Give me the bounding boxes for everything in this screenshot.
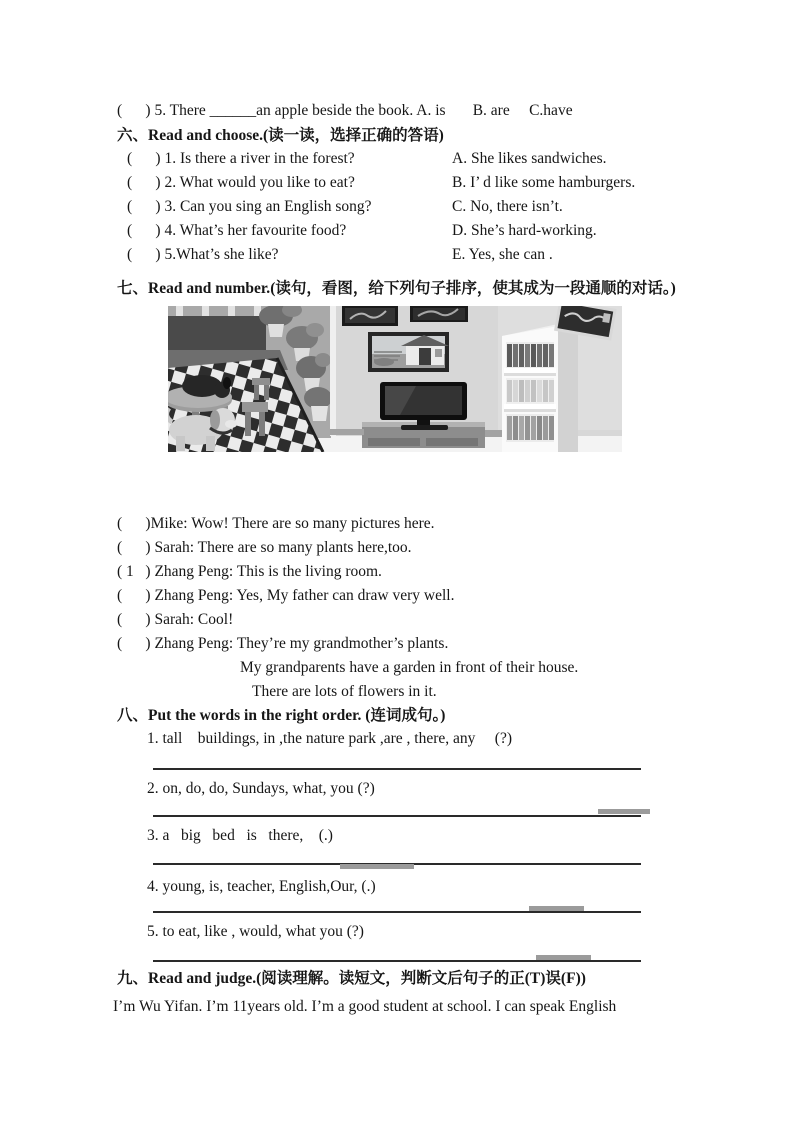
shelf-shadow <box>504 409 556 412</box>
books-bottom <box>506 414 554 442</box>
reorder-item-4: 4. young, is, teacher, English,Our, (.) <box>147 878 376 895</box>
section-seven-title-en: Read and number. <box>148 280 271 297</box>
living-room-scene <box>168 306 622 452</box>
section-seven-title <box>117 274 685 303</box>
reorder-item-2: 2. on, do, do, Sundays, what, you (?) <box>147 780 375 797</box>
section-eight-title-cn: (连词成句。) <box>365 707 446 724</box>
room-corner-strip <box>330 306 336 436</box>
dialogue-line-zhangpeng-plants: ( ) Zhang Peng: They’re my grandmother’s plants. <box>117 635 449 652</box>
dialogue-line-zhangpeng-living-room: ( 1 ) Zhang Peng: This is the living room. <box>117 563 382 580</box>
match-item-5 <box>0 245 793 267</box>
match-question: ( ) 3. Can you sing an English song? <box>127 198 372 215</box>
match-question: ( ) 5.What’s she like? <box>127 246 279 263</box>
section-six-title-en: Read and choose. <box>148 127 263 144</box>
pencil-mark <box>340 864 414 869</box>
books-top <box>506 342 554 368</box>
match-question: ( ) 4. What’s her favourite food? <box>127 222 347 239</box>
section-eight-number: 八、 <box>117 707 149 724</box>
section-eight-title <box>117 706 445 726</box>
section-eight-title-en: Put the words in the right order. <box>148 707 366 724</box>
dialogue-line-mike: ( )Mike: Wow! There are so many pictures here. <box>117 515 435 532</box>
books-middle <box>506 378 554 404</box>
match-answer: D. She’s hard-working. <box>452 222 597 239</box>
left-room <box>168 306 332 452</box>
reading-passage-line: I’m Wu Yifan. I’m 11years old. I’m a good student at school. I can speak English <box>113 998 617 1015</box>
match-answer: E. Yes, she can . <box>452 246 553 263</box>
section-six-title-cn: (读一读，选择正确的答语) <box>263 127 444 144</box>
shelf-shadow <box>504 373 556 376</box>
section-nine-title-cn: (阅读理解。读短文，判断文后句子的正(T)误(F)) <box>256 970 586 987</box>
pencil-mark <box>598 809 650 814</box>
dialogue-line-zhangpeng-father: ( ) Zhang Peng: Yes, My father can draw very well. <box>117 587 455 604</box>
section-six-number: 六、 <box>117 127 149 144</box>
section-seven-number: 七、 <box>117 280 149 297</box>
dialogue-line-sarah-plants: ( ) Sarah: There are so many plants here,too. <box>117 539 412 556</box>
dialogue-continuation-2: There are lots of flowers in it. <box>252 683 437 700</box>
match-item-4 <box>0 221 793 243</box>
match-question: ( ) 1. Is there a river in the forest? <box>127 150 355 167</box>
section-nine-title-en: Read and judge. <box>148 970 257 987</box>
house-painting <box>368 332 449 372</box>
bookshelf <box>502 324 578 452</box>
match-answer: B. I’ d like some hamburgers. <box>452 174 636 191</box>
shelf-board <box>504 368 556 373</box>
answer-line-4 <box>153 911 641 913</box>
match-item-1 <box>0 149 793 171</box>
living-room-illustration <box>168 306 622 452</box>
match-item-3 <box>0 197 793 219</box>
answer-line-2 <box>153 815 641 817</box>
reorder-item-1: 1. tall buildings, in ,the nature park ,are , there, any (?) <box>147 730 512 747</box>
match-question: ( ) 2. What would you like to eat? <box>127 174 355 191</box>
shelf-board <box>504 404 556 409</box>
answer-line-5 <box>153 960 641 962</box>
answer-line-1 <box>153 768 641 770</box>
section-nine-number: 九、 <box>117 970 149 987</box>
section-six-title <box>117 126 444 146</box>
fill-blank-item-5: ( ) 5. There ______an apple beside the book. A. is B. are C.have <box>117 102 573 119</box>
match-answer: A. She likes sandwiches. <box>452 150 607 167</box>
match-answer: C. No, there isn’t. <box>452 198 563 215</box>
section-nine-title <box>117 969 586 989</box>
match-item-2 <box>0 173 793 195</box>
reorder-item-3: 3. a big bed is there, (.) <box>147 827 333 844</box>
dialogue-line-sarah-cool: ( ) Sarah: Cool! <box>117 611 234 628</box>
reorder-item-5: 5. to eat, like , would, what you (?) <box>147 923 364 940</box>
section-seven-title-cn: (读句，看图，给下列句子排序，使其成为一段通顺的对话。) <box>270 280 676 297</box>
baseboard-left <box>330 429 364 435</box>
dialogue-continuation-1: My grandparents have a garden in front of their house. <box>240 659 579 676</box>
